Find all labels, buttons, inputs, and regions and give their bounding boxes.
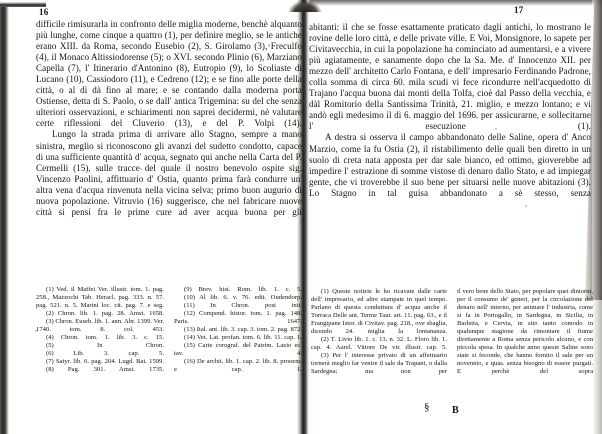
footnote-item: (15) Carte corograf. del Patrim. Lazio ec. tav. 4. [174,342,302,357]
footnote-item: (3) Chron. Euseb. lib. 1. ann. Abr. 1399. Ver. 1740. tom. 8. col. 453. [36,318,164,333]
right-page [309,0,594,434]
footnote-item: (8) Pag. 301. Amst. 1735. [46,366,164,373]
footnote-item: (3) Per l' interesse privato di un affettuario tornerà meglio far venire il sale da Trapani, o dalla Sardegna; ma non per [311,352,447,375]
footnote-item: (6) Lib. 3. cap. 5. [46,350,164,357]
right-page-footnotes [311,288,593,376]
footnote-item: (9) Brev. hist. Rom. lib. 1. c. 5. [184,286,302,293]
footnote-item: (11) In Chron. post init. [184,302,302,309]
footnote-column-right [174,286,302,374]
signature-mark: B [452,405,459,416]
footnote-item: (4) Chron. tom. 1. lib. 3. c. 15. [46,334,164,341]
footnote-item: il vero bene dello Stato, per popolare quei dintorni, per il consumo de' generi, per la circolazione del denaro nell' interno, per animare l' industria, come si fa in Portogallo, in Sardegna, in Sicilia, in Barletta, e Cervia, in sito tanto comodo in qualunque stagione da rimontare il fiume direttamente a Roma senza pericolo alcuno, e con piccola spesa. In qualche anno queste Saline sono state si feconde, che hanno fornito il sale per un novennio, e quas. senza bisogno di essere purgatì. E perchè del sopra [457,288,593,375]
body-paragraph: A destra si osserva il campo abbandonato delle Saline, opera d' Anco Marzio, come la fu Ostia (2), il ristabilimento delle quali ben diretto in un suolo di creta nata apposta per dar sale bianco, ed ottimo, gioverebbe ad impedire l' estrazione di somme vistose di denaro dallo Stato, e ad impiegar gente, che vi troverebbe il suo bene per situarsi nelle nuove abitazioni (3). Lo Stagno in tal guisa abbandonato a sè stesso, senza [309,132,591,198]
footnote-item: (7) Satyr. lib. 6. pag. 204. Lugd. Bat. 1599. [46,358,164,365]
left-page-body [36,19,302,218]
body-paragraph: abitanti: il che se fosse esattamente praticato dagli antichi, lo mostrano le rovine delle loro città, e delle private ville. E Voi, Monsignore, lo sapete per Civitavecchia, in cui la popolazione ha cominciato ad aumentarsi, e a vivere più agiatamente, e sanamente dopo che la Sa. Me. d' Innocenzo XII. per mezzo dell' architetto Carlo Fontana, e dell' impresario Ferdinando Padrone, colla somma di circa 60. mila scudi vi fece ricondurre nell'acquedotto di Trajano l'acqua buona dai monti della Tolfa, cioè dal Passo della vecchia, e dàl Romitorio della Santissima Trinità, 21. miglio, e mezzo lontano; e vi andò egli medesimo il dì 6. maggio del 1696. per assicurarne, e sollecitarne l' esecuzione (1). [309,22,591,132]
right-page-body [309,22,591,199]
footnote-item: (10) Al lib. 6. v. 76. edit. Oudendorp. [184,294,302,301]
footnote-item: (16) De archit. lib. 1. cap. 2. lib. 8. prooem. e cap. 1. [174,358,302,373]
footnote-item: (12) Compend. histor. tom. 1. pag. 148. Paris. 1647. [174,310,302,325]
page-number-left: 16 [39,7,49,17]
scan-speckle [305,320,307,322]
footnote-item: (5) In Chron. [46,342,164,349]
left-page-footnotes [36,286,302,374]
body-paragraph: difficile rimisurarla in confronto delle miglia moderne, benchè alquanto più lunghe, come cinque a quattro (1), per definire meglio, se le antiche erano XIII. da Roma, secondo Eusebio (2), S. Girolamo (3), Freculfo (4), il Monaco Altissiodorense (5); o XVI. secondo Plinio (6), Marziano Capella (7), l' Itinerario d'Antonino (8), Eutropio (9), lo Scoliaste di Lucano (10), Cassiodoro (11), e Cedreno (12); e se fino alle porte della città, o al dì dà fino al mare; e se contando dalla moderna porta Ostiense, detta di S. Paolo, o se dall' antica Trigemina: su del che senza ulteriori osservazioni, e schiarimenti non saprei decidermi, nè valutare certe riflessioni del Cluverio (13), e del P. Volpi (14). [36,19,302,129]
footnote-column-left [36,286,164,374]
footnote-column-left [311,288,447,376]
footnote-item: (2) Chron. lib. 1. pag. 28. Amst. 1658. [46,310,164,317]
book-left-edge-shadow [0,0,9,434]
body-paragraph: Lungo la strada prima di arrivare allo Stagno, sempre a mano sinistra, meglio si riconoscono gli avanzi del sudetto condotto, capace di una sufficiente quantità d' acqua, segnato qui anche nella Carta del P. Cermelli (15), sulle tracce del quale il nostro benevolo ospite sig. Vincenzo Paolini, affittuario d' Ostia, quanto prima farà condurre un' altra vena d'acqua rinvenuta nella vicina selva; primo buon augurio di nuova popolazione. Vitruvio (16) suggerisce, che nel fabricare nuove città si pensi fra le prime cure ad aver acqua buona per gli [36,129,302,217]
page-number-right: 17 [514,5,524,15]
footnote-column-right [457,288,593,376]
footnote-item: (14) Vet. Lat. profan. tom. 6. lib. 11. cap. 1. [184,334,302,341]
footnote-item: (2) T. Livio lib. 1. c. 13. n. 32. L. Floro lib. 1. cap. 4. Aurel. Vittore De vir. illustr. cap. 5. [311,336,447,351]
footnote-item: (13) Ital. ant. lib. 3. cap. 3. tom. 2. pag. 872. [184,326,302,333]
footnote-item: (1) Ved. il Maffei Ver. illustr. tom. 1. pag. 258., Mazzochi Tab. Heracl. pag. 333. n. 57. pag. 521. n. 5. Marini loc. cit. pag. 7. e seg. [36,286,164,309]
footnote-item: (1) Queste notizie le ho ricavate dalle carte dell' impresario, ed altre stampate in quel tempo. Parlano di questa conduttura d' acqua anche il Torraca Delle ant. Terme Taur. art. 11. pag. 63., e il Frangipane Istor. di Civitav. pag. 218., ove sbaglia, dicendo 24. miglia la lontananza. [311,288,447,335]
left-page [9,0,301,434]
signature-flourish: § [424,401,430,413]
